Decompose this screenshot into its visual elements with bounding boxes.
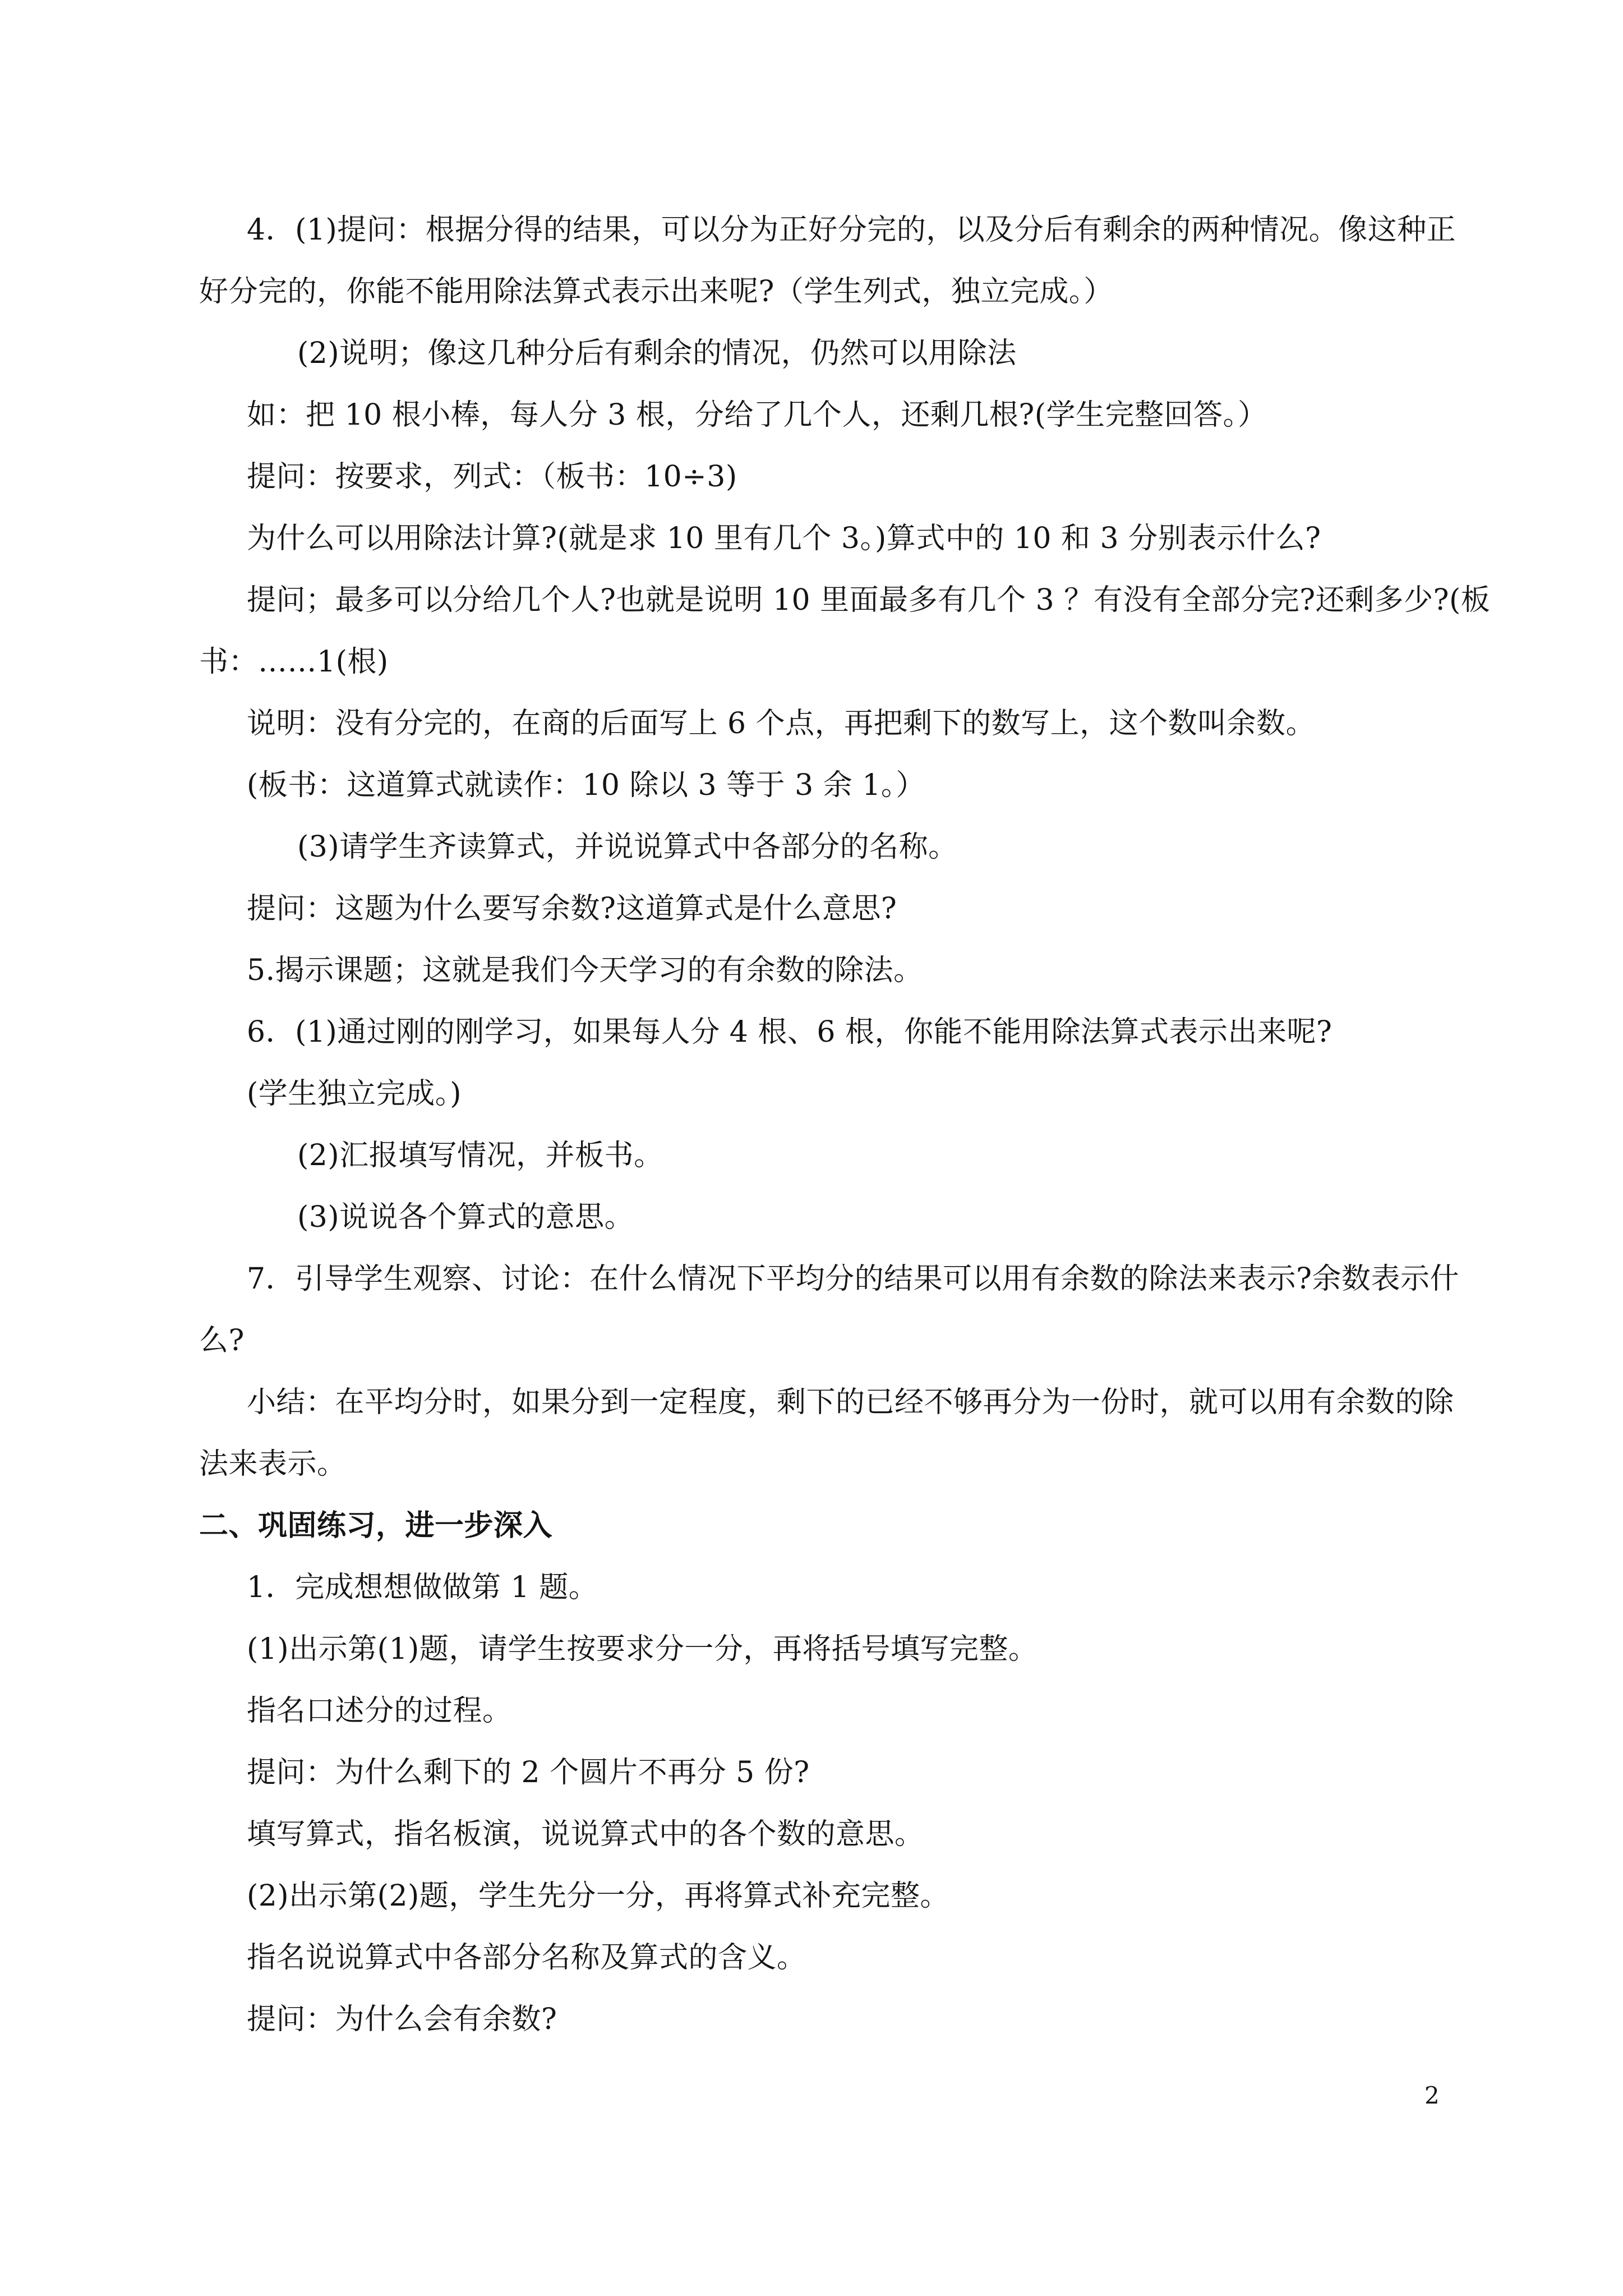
- text-line: (2)出示第(2)题，学生先分一分，再将算式补充完整。: [247, 1879, 949, 1913]
- text-line: 6．(1)通过刚的刚学习，如果每人分 4 根、6 根，你能不能用除法算式表示出来呢?: [247, 1015, 1332, 1049]
- text-line: 法来表示。: [199, 1447, 347, 1481]
- text-line: 提问：这题为什么要写余数?这道算式是什么意思?: [247, 892, 897, 926]
- text-line: 填写算式，指名板演，说说算式中的各个数的意思。: [247, 1818, 924, 1851]
- text-line: 指名说说算式中各部分名称及算式的含义。: [247, 1941, 806, 1975]
- text-line: 1．完成想想做做第 1 题。: [247, 1571, 598, 1604]
- text-line: (板书：这道算式就读作：10 除以 3 等于 3 余 1。）: [247, 769, 925, 802]
- text-line: 指名口述分的过程。: [247, 1694, 512, 1728]
- text-line: (2)说明；像这几种分后有剩余的情况，仍然可以用除法: [297, 337, 1017, 370]
- text-line: (2)汇报填写情况，并板书。: [297, 1139, 663, 1172]
- text-line: 为什么可以用除法计算?(就是求 10 里有几个 3。)算式中的 10 和 3 分别表示什么?: [247, 522, 1321, 555]
- section-heading: 二、巩固练习，进一步深入: [199, 1509, 553, 1543]
- text-line: 说明：没有分完的，在商的后面写上 6 个点，再把剩下的数写上，这个数叫余数。: [247, 707, 1316, 740]
- text-line: 提问；最多可以分给几个人?也就是说明 10 里面最多有几个 3 ？有没有全部分完?还剩多少?(板: [247, 583, 1491, 617]
- text-line: (3)请学生齐读算式，并说说算式中各部分的名称。: [297, 830, 958, 864]
- text-line: 5.揭示课题；这就是我们今天学习的有余数的除法。: [247, 954, 923, 987]
- text-line: 么?: [199, 1324, 245, 1358]
- text-line: 好分完的，你能不能用除法算式表示出来呢?（学生列式，独立完成。）: [199, 275, 1113, 309]
- text-line: 提问：为什么会有余数?: [247, 2003, 557, 2036]
- text-line: 提问：按要求，列式：（板书：10÷3): [247, 460, 737, 494]
- page-number: 2: [1424, 2082, 1440, 2109]
- text-line: (学生独立完成。): [247, 1077, 462, 1111]
- text-line: 7．引导学生观察、讨论：在什么情况下平均分的结果可以用有余数的除法来表示?余数表示什: [247, 1262, 1459, 1296]
- text-line: 小结：在平均分时，如果分到一定程度，剩下的已经不够再分为一份时，就可以用有余数的除: [247, 1386, 1454, 1419]
- text-line: 如：把 10 根小棒，每人分 3 根，分给了几个人，还剩几根?(学生完整回答。）: [247, 398, 1267, 432]
- text-line: (1)出示第(1)题，请学生按要求分一分，再将括号填写完整。: [247, 1632, 1038, 1666]
- text-line: 提问：为什么剩下的 2 个圆片不再分 5 份?: [247, 1756, 810, 1789]
- text-line: 4．(1)提问：根据分得的结果，可以分为正好分完的，以及分后有剩余的两种情况。像这种正: [247, 213, 1456, 247]
- text-line: (3)说说各个算式的意思。: [297, 1200, 634, 1234]
- text-line: 书：……1(根): [199, 645, 389, 679]
